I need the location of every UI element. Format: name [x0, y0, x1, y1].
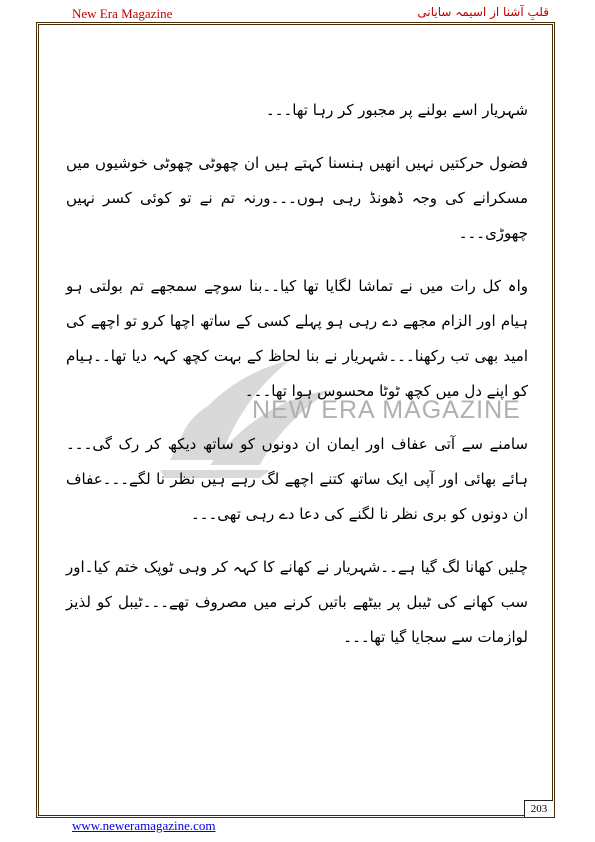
paragraph-2: فضول حرکتیں نہیں انھیں ہنسنا کہتے ہیں ان چھوٹی چھوٹی خوشیوں میں مسکرانے کی وجہ ڈھونڈ رہی ہوں۔۔۔ورنہ تم نے تو کوئی کسر نہیں چھوڑی۔۔۔ — [66, 154, 528, 242]
paragraph-3: واہ کل رات میں نے تماشا لگایا تھا کیا۔۔بنا سوچے سمجھے تم بولتی ہو ہیام اور الزام مجھے دے رہی ہو پہلے کسی کے ساتھ اچھا کرو تو اچھے کی امید بھی تب رکھنا۔۔۔شہریار نے بنا لحاظ کے بہت کچھ کہہ دیا تھا۔۔ہیام کو اپنے دل میں کچھ ٹوٹا محسوس ہوا تھا۔۔۔ — [66, 277, 528, 400]
website-link[interactable]: www.neweramagazine.com — [72, 818, 216, 833]
paragraph-5: چلیں کھانا لگ گیا ہے۔۔شہریار نے کھانے کا کہہ کر وہی ٹوپک ختم کیا۔اور سب کھانے کی ٹیبل پر بیٹھے باتیں کرنے میں مصروف تھے۔۔۔ٹیبل کو لذیز لوازمات سے سجایا گیا تھا۔۔۔ — [66, 558, 528, 646]
watermark-text: NEW ERA MAGAZINE — [252, 396, 521, 424]
paragraph-4: سامنے سے آتی عفاف اور ایمان ان دونوں کو ساتھ دیکھ کر رک گی۔۔۔ہائے بھائی اور آپی ایک ساتھ کتنے اچھے لگ رہے ہیں نظر نا لگے۔۔۔عفاف ان دونوں کو بری نظر نا لگنے کی دعا دے رہی تھی۔۔۔ — [66, 435, 528, 523]
story-text — [66, 78, 528, 673]
magazine-name: New Era Magazine — [72, 6, 173, 21]
page-number: 203 — [524, 800, 553, 817]
paragraph-1: شہریار اسے بولنے پر مجبور کر رہا تھا۔۔۔ — [265, 101, 528, 119]
story-title: قلبِ آشنا از اسیمہ سایانی — [417, 5, 549, 19]
